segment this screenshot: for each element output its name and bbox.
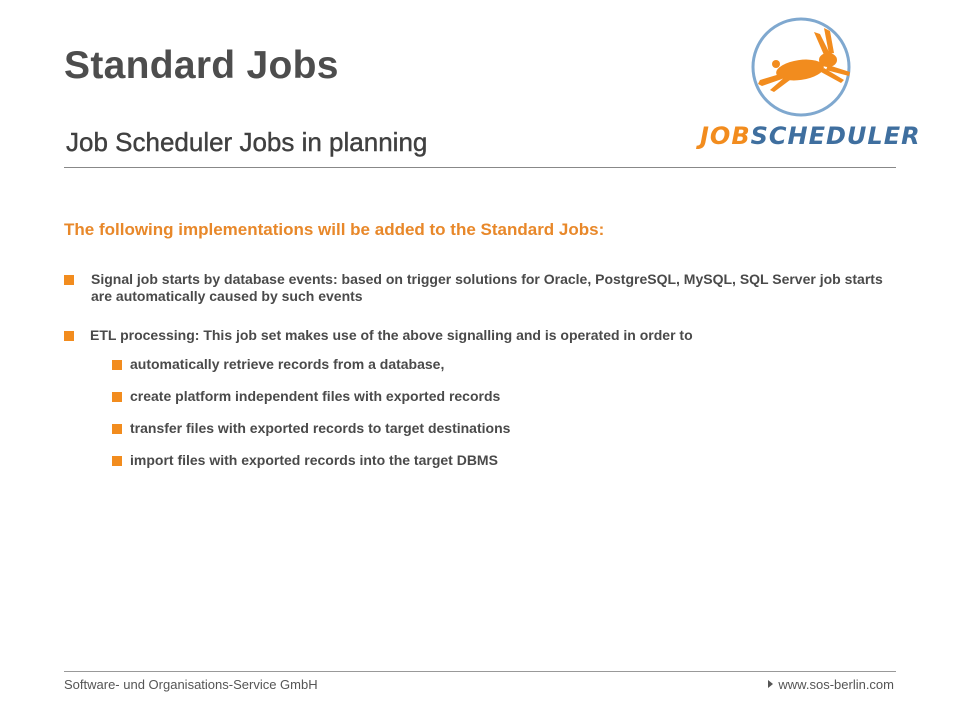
- sub-bullet-item: [112, 452, 812, 469]
- footer-url[interactable]: www.sos-berlin.com: [778, 677, 894, 692]
- bullet-text: Signal job starts by database events: based on trigger solutions for Oracle, PostgreSQL, MySQL, SQL Server job starts are automatically caused by such events: [91, 271, 883, 304]
- sub-bullet-text: import files with exported records into the target DBMS: [130, 452, 498, 468]
- bullet-square-icon: [112, 392, 122, 402]
- slide-title: Standard Jobs: [64, 44, 339, 87]
- footer-company: Software- und Organisations-Service GmbH: [64, 677, 318, 692]
- footer-divider: [64, 671, 896, 672]
- bullet-square-icon: [64, 275, 74, 285]
- sub-bullet-item: [112, 420, 812, 437]
- jobscheduler-logo: [700, 10, 921, 165]
- bullet-square-icon: [112, 424, 122, 434]
- sub-bullet-text: automatically retrieve records from a database,: [130, 356, 445, 372]
- sub-bullet-text: transfer files with exported records to target destinations: [130, 420, 511, 436]
- bullet-item: [64, 327, 884, 344]
- intro-text: The following implementations will be added to the Standard Jobs:: [64, 220, 605, 239]
- bullet-square-icon: [112, 360, 122, 370]
- arrow-right-icon: [768, 680, 773, 688]
- sub-bullet-item: [112, 388, 812, 405]
- footer-link[interactable]: [768, 677, 894, 692]
- bullet-text: ETL processing: This job set makes use of the above signalling and is operated in order to: [90, 327, 693, 343]
- sub-bullet-item: [112, 356, 812, 373]
- header-divider: [64, 167, 896, 168]
- sub-bullet-text: create platform independent files with exported records: [130, 388, 501, 404]
- slide-subtitle: Job Scheduler Jobs in planning: [66, 127, 428, 157]
- bullet-item: [64, 271, 884, 305]
- logo-word-scheduler: SCHEDULER: [750, 122, 921, 150]
- logo-word-job: JOB: [700, 122, 751, 150]
- logo-wordmark: [700, 122, 921, 150]
- rabbit-logo-icon: [700, 10, 900, 120]
- bullet-square-icon: [112, 456, 122, 466]
- bullet-square-icon: [64, 331, 74, 341]
